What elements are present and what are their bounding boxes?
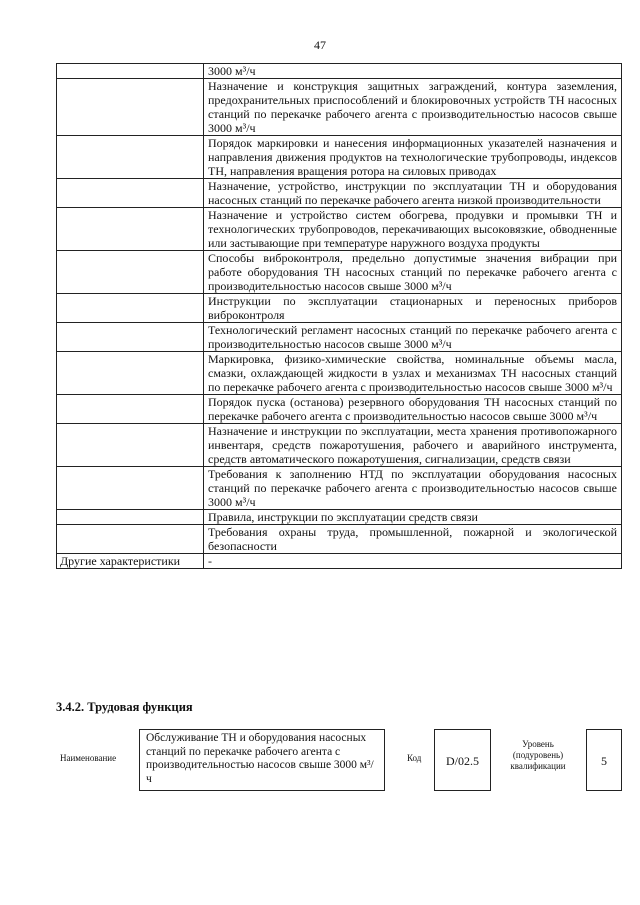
table-row: [57, 79, 622, 136]
table-right-cell: Инструкции по эксплуатации стационарных и переносных приборов виброконтроля: [204, 294, 622, 323]
table-left-cell: [57, 395, 204, 424]
name-label: Наименование: [60, 753, 117, 763]
table-right-cell: 3000 м³/ч: [204, 64, 622, 79]
table-row: [57, 179, 622, 208]
table-row: [57, 64, 622, 79]
table-left-cell: [57, 179, 204, 208]
table-left-cell: [57, 323, 204, 352]
other-characteristics-label: Другие характеристики: [57, 554, 204, 569]
knowledge-table: [56, 63, 622, 569]
table-row: [57, 136, 622, 179]
table-right-cell: Способы виброконтроля, предельно допустимые значения вибрации при работе оборудования ТН насосных станций по перекачке рабочего агента с производительностью насосов свыше 3000 м³/ч: [204, 251, 622, 294]
qualification-level-label: Уровень (подуровень) квалификации: [510, 739, 566, 771]
page-number: 47: [314, 38, 326, 52]
table-right-cell: Порядок маркировки и нанесения информационных указателей назначения и направления движения продуктов на технологические трубопроводы, индексов ТН, направления вращения ротора на силовых приводах: [204, 136, 622, 179]
table-right-cell: Назначение и конструкция защитных заграждений, контура заземления, предохранительных приспособлений и блокировочных устройств ТН насосных станций по перекачке рабочего агента с производительностью насосов свыше 3000 м³/ч: [204, 79, 622, 136]
section-heading: 3.4.2. Трудовая функция: [56, 700, 193, 714]
table-right-cell: Назначение и инструкции по эксплуатации, места хранения противопожарного инвентаря, средств пожаротушения, рабочего и аварийного инструмента, средств автоматического пожаротушения, сигнализации, средств связи: [204, 424, 622, 467]
table-row: [57, 208, 622, 251]
code-label: Код: [407, 753, 422, 763]
table-row: [57, 467, 622, 510]
table-row: [57, 510, 622, 525]
table-row: [57, 251, 622, 294]
table-right-cell: Правила, инструкции по эксплуатации средств связи: [204, 510, 622, 525]
table-right-cell: Назначение и устройство систем обогрева, продувки и промывки ТН и технологических трубопроводов, перекачивающих высоковязкие, обводненные или застывающие при температуре наружного воздуха продукты: [204, 208, 622, 251]
table-left-cell: [57, 510, 204, 525]
other-characteristics-value: -: [204, 554, 622, 569]
table-row: [57, 424, 622, 467]
table-left-cell: [57, 525, 204, 554]
table-left-cell: [57, 352, 204, 395]
table-left-cell: [57, 136, 204, 179]
table-right-cell: Технологический регламент насосных станций по перекачке рабочего агента с производительностью насосов свыше 3000 м³/ч: [204, 323, 622, 352]
table-left-cell: [57, 251, 204, 294]
table-row: [57, 352, 622, 395]
qualification-level-box: 5: [586, 729, 622, 791]
table-right-cell: Назначение, устройство, инструкции по эксплуатации ТН и оборудования насосных станций по перекачке рабочего агента низкой производительности: [204, 179, 622, 208]
table-row-other-characteristics: [57, 554, 622, 569]
name-box: Обслуживание ТН и оборудования насосных станций по перекачке рабочего агента с производительностью насосов свыше 3000 м³/ч: [139, 729, 385, 791]
table-right-cell: Требования к заполнению НТД по эксплуатации оборудования насосных станций по перекачке рабочего агента с производительностью насосов свыше 3000 м³/ч: [204, 467, 622, 510]
table-left-cell: [57, 294, 204, 323]
table-row: [57, 294, 622, 323]
table-row: [57, 323, 622, 352]
table-left-cell: [57, 79, 204, 136]
table-left-cell: [57, 64, 204, 79]
table-right-cell: Требования охраны труда, промышленной, пожарной и экологической безопасности: [204, 525, 622, 554]
table-row: [57, 395, 622, 424]
code-box: D/02.5: [434, 729, 491, 791]
table-left-cell: [57, 208, 204, 251]
table-left-cell: [57, 424, 204, 467]
table-left-cell: [57, 467, 204, 510]
labor-function-row: [56, 725, 622, 795]
table-row: [57, 525, 622, 554]
table-right-cell: Порядок пуска (останова) резервного оборудования ТН насосных станций по перекачке рабочего агента с производительностью насосов свыше 3000 м³/ч: [204, 395, 622, 424]
table-right-cell: Маркировка, физико-химические свойства, номинальные объемы масла, смазки, охлаждающей жидкости в узлах и механизмах ТН насосных станций по перекачке рабочего агента с производительностью насосов свыше 3000 м³/ч: [204, 352, 622, 395]
